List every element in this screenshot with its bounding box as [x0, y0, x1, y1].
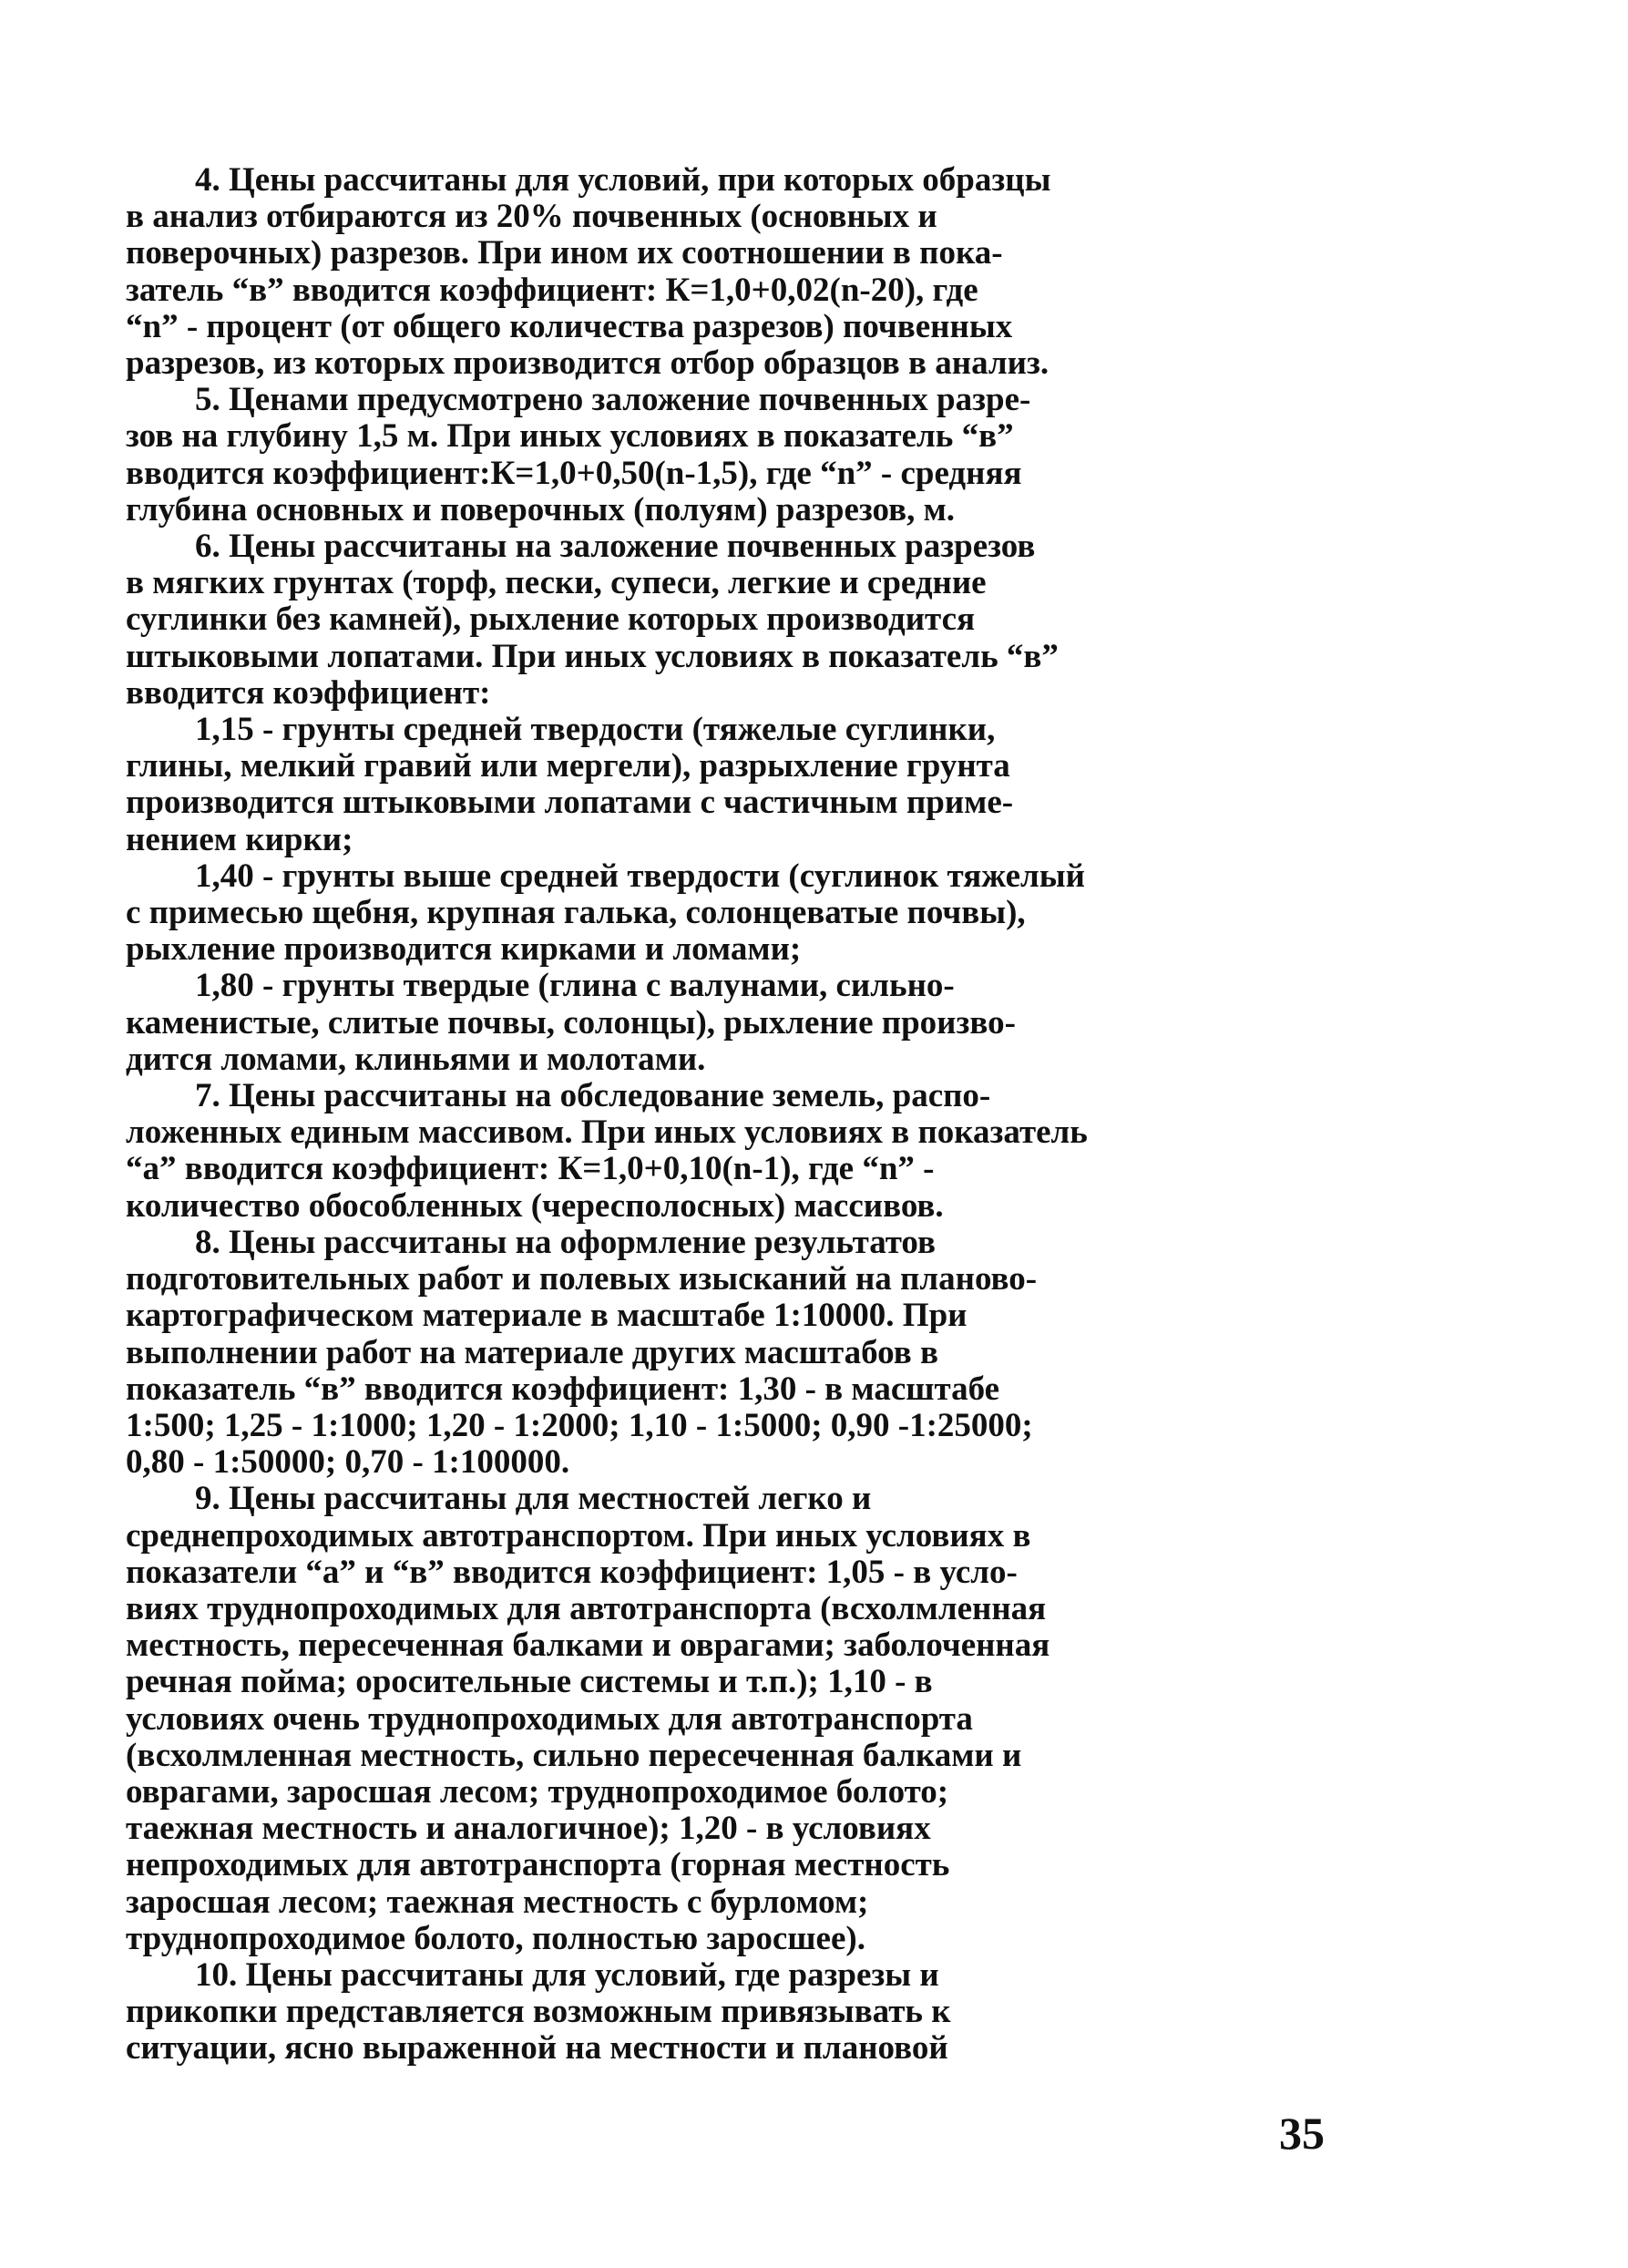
paragraph-item-4: 4. Цены рассчитаны для условий, при которых образцы в анализ отбираются из 20% почвенных (основных и поверочных) разрезов. При ином их соотношении в пока- затель “в” вводится коэффициент: К=1,0+0,02(n-20), где “n” - процент (от общего количества разрезов) почвенных разрезов, из которых производится отбор образцов в анализ.: [126, 161, 1051, 383]
coefficient-1-15: 1,15 - грунты средней твердости (тяжелые суглинки, глины, мелкий гравий или мергели), разрыхление грунта производится штыковыми лопатами с частичным приме- нением кирки;: [126, 711, 1014, 858]
page-number: 35: [1279, 2108, 1325, 2159]
paragraph-item-9: 9. Цены рассчитаны для местностей легко и среднепроходимых автотранспортом. При иных условиях в показатели “а” и “в” вводится коэффициент: 1,05 - в усло- виях труднопроходимых для автотранспорта (всхолмленная местность, пересеченная балками и оврагами; заболоченная речная пойма; оросительные системы и т.п.); 1,10 - в условиях очень труднопроходимых для автотранспорта (всхолмленная местность, сильно пересеченная балками и оврагами, заросшая лесом; труднопроходимое болото; таежная местность и аналогичное); 1,20 - в условиях непроходимых для автотранспорта (горная местность заросшая лесом; таежная местность с бурломом; труднопроходимое болото, полностью заросшее).: [126, 1480, 1050, 1957]
paragraph-item-8: 8. Цены рассчитаны на оформление результатов подготовительных работ и полевых изысканий на планово- картографическом материале в масштабе 1:10000. При выполнении работ на материале других масштабов в показатель “в” вводится коэффициент: 1,30 - в масштабе 1:500; 1,25 - 1:1000; 1,20 - 1:2000; 1,10 - 1:5000; 0,90 -1:25000; 0,80 - 1:50000; 0,70 - 1:100000.: [126, 1223, 1038, 1482]
coefficient-1-80: 1,80 - грунты твердые (глина с валунами, сильно- каменистые, слитые почвы, солонцы), рыхление произво- дится ломами, клиньями и молотами.: [126, 967, 1016, 1078]
paragraph-item-5: 5. Ценами предусмотрено заложение почвенных разре- зов на глубину 1,5 м. При иных условиях в показатель “в” вводится коэффициент:К=1,0+0,50(n-1,5), где “n” - средняя глубина основных и поверочных (полуям) разрезов, м.: [126, 381, 1031, 529]
body-text: [126, 162, 1357, 2068]
paragraph-item-7: 7. Цены рассчитаны на обследование земель, распо- ложенных единым массивом. При иных условиях в показатель “а” вводится коэффициент: К=1,0+0,10(n-1), где “n” - количество обособленных (чересполосных) массивов.: [126, 1077, 1088, 1225]
coefficient-1-40: 1,40 - грунты выше средней твердости (суглинок тяжелый с примесью щебня, крупная галька, солонцеватые почвы), рыхление производится кирками и ломами;: [126, 857, 1085, 969]
paragraph-item-6: 6. Цены рассчитаны на заложение почвенных разрезов в мягких грунтах (торф, пески, супеси, легкие и средние суглинки без камней), рыхление которых производится штыковыми лопатами. При иных условиях в показатель “в” вводится коэффициент:: [126, 528, 1059, 712]
paragraph-item-10: 10. Цены рассчитаны для условий, где разрезы и прикопки представляется возможным привязывать к ситуации, ясно выраженной на местности и плановой: [126, 1955, 951, 2068]
